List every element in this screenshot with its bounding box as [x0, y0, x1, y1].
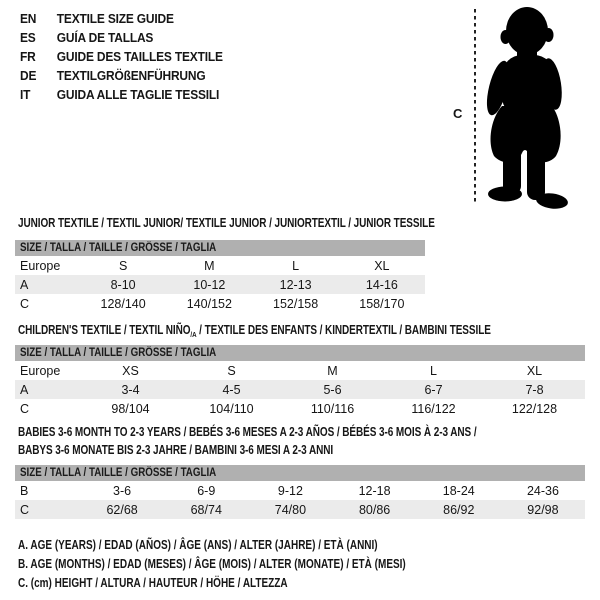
- age-cell: 4-5: [222, 382, 241, 397]
- language-row: [20, 85, 223, 104]
- row-label: B: [20, 483, 29, 498]
- age-cell: 3-6: [113, 483, 132, 498]
- table-row-europe: [15, 361, 585, 380]
- table-row-height: [15, 500, 585, 519]
- size-cell: L: [430, 363, 437, 378]
- babies-table-title: [18, 423, 477, 459]
- age-cell: 5-6: [323, 382, 342, 397]
- height-cell: 110/116: [310, 401, 355, 416]
- age-cell: 6-7: [424, 382, 443, 397]
- legend-line-c: C. (cm) HEIGHT / ALTURA / HAUTEUR / HÖHE / ALTEZZA: [18, 576, 288, 590]
- measurement-legend: [18, 536, 406, 593]
- age-cell: 10-12: [193, 277, 226, 292]
- childrens-size-table: [15, 345, 585, 418]
- guide-title: TEXTILGRÖßENFÜHRUNG: [56, 68, 206, 83]
- height-cell: 86/92: [443, 502, 475, 517]
- guide-title: GUÍA DE TALLAS: [56, 30, 154, 45]
- title-line2: BABYS 3-6 MONATE BIS 2-3 JAHRE / BAMBINI 3-6 MESI A 2-3 ANNI: [18, 443, 334, 457]
- height-cell: 152/158: [273, 296, 319, 311]
- title-line1: BABIES 3-6 MONTH TO 2-3 YEARS / BEBÉS 3-6 MESES A 2-3 AÑOS / BÉBÉS 3-6 MOIS À 2-3 ANS /: [18, 425, 477, 439]
- language-code: ES: [20, 30, 36, 45]
- legend-line-b: B. AGE (MONTHS) / EDAD (MESES) / ÂGE (MOIS) / ALTER (MONATE) / ETÀ (MESI): [18, 557, 406, 571]
- legend-line-a: A. AGE (YEARS) / EDAD (AÑOS) / ÂGE (ANS) / ALTER (JAHRE) / ETÀ (ANNI): [18, 538, 378, 552]
- language-row: [20, 47, 223, 66]
- size-cell: L: [292, 258, 300, 273]
- height-cell: 128/140: [100, 296, 146, 311]
- row-label: C: [20, 401, 30, 416]
- junior-size-table: [15, 240, 425, 313]
- height-cell: 122/128: [511, 401, 558, 416]
- height-cell: 68/74: [190, 502, 222, 517]
- age-cell: 24-36: [526, 483, 559, 498]
- age-cell: 12-18: [358, 483, 391, 498]
- title-text: / TEXTILE DES ENFANTS / KINDERTEXTIL / BAMBINI TESSILE: [196, 323, 491, 337]
- size-header-bar: [15, 465, 585, 481]
- childrens-table-title: [18, 321, 491, 341]
- table-row-age: [15, 380, 585, 399]
- table-row-height: [15, 399, 585, 418]
- row-label: A: [20, 382, 29, 397]
- height-cell: 158/170: [359, 296, 405, 311]
- size-header-bar: [15, 240, 425, 256]
- size-cell: XL: [526, 363, 543, 378]
- age-cell: 7-8: [525, 382, 544, 397]
- size-cell: M: [327, 363, 338, 378]
- height-cell: 104/110: [209, 401, 254, 416]
- language-code: IT: [20, 87, 31, 102]
- babies-size-table: [15, 465, 585, 519]
- size-cell: XL: [374, 258, 390, 273]
- height-cell: 98/104: [111, 401, 150, 416]
- height-cell: 80/86: [358, 502, 391, 517]
- age-cell: 3-4: [121, 382, 140, 397]
- age-cell: 8-10: [110, 277, 136, 292]
- row-label: Europe: [20, 258, 61, 273]
- height-cell: 74/80: [274, 502, 307, 517]
- size-cell: S: [118, 258, 128, 273]
- table-row-height: [15, 294, 425, 313]
- junior-table-title: JUNIOR TEXTILE / TEXTIL JUNIOR/ TEXTILE JUNIOR / JUNIORTEXTIL / JUNIOR TESSILE: [18, 216, 435, 230]
- row-label: A: [20, 277, 29, 292]
- height-cell: 92/98: [527, 502, 559, 517]
- language-code: FR: [20, 49, 36, 64]
- toddler-figure-shape: [482, 7, 568, 210]
- age-cell: 6-9: [197, 483, 216, 498]
- row-label: C: [20, 502, 30, 517]
- size-cell: XS: [122, 363, 139, 378]
- size-header-label: SIZE / TALLA / TAILLE / GRÖSSE / TAGLIA: [20, 347, 217, 359]
- size-header-label: SIZE / TALLA / TAILLE / GRÖSSE / TAGLIA: [20, 242, 217, 254]
- age-cell: 14-16: [365, 277, 398, 292]
- language-title-list: [20, 9, 223, 104]
- language-row: [20, 9, 223, 28]
- height-cell: 116/122: [411, 401, 456, 416]
- table-row-age: [15, 275, 425, 294]
- guide-title: TEXTILE SIZE GUIDE: [56, 11, 174, 26]
- height-cell: 62/68: [106, 502, 138, 517]
- language-row: [20, 28, 223, 47]
- title-subscript: /A: [190, 330, 197, 339]
- table-row-europe: [15, 256, 425, 275]
- size-header-label: SIZE / TALLA / TAILLE / GRÖSSE / TAGLIA: [20, 467, 217, 479]
- height-cell: 140/152: [186, 296, 232, 311]
- row-label: Europe: [20, 363, 61, 378]
- title-text: CHILDREN'S TEXTILE / TEXTIL NIÑO: [18, 323, 191, 337]
- guide-title: GUIDA ALLE TAGLIE TESSILI: [56, 87, 220, 102]
- age-cell: 9-12: [277, 483, 303, 498]
- toddler-silhouette: [460, 4, 590, 214]
- height-measure-label: C: [453, 106, 463, 121]
- age-cell: 12-13: [279, 277, 312, 292]
- size-cell: M: [204, 258, 215, 273]
- guide-title: GUIDE DES TAILLES TEXTILE: [56, 49, 223, 64]
- size-header-bar: [15, 345, 585, 361]
- language-code: DE: [20, 68, 37, 83]
- size-cell: S: [227, 363, 236, 378]
- age-cell: 18-24: [442, 483, 475, 498]
- language-code: EN: [20, 11, 37, 26]
- table-row-age-months: [15, 481, 585, 500]
- language-row: [20, 66, 223, 85]
- row-label: C: [20, 296, 30, 311]
